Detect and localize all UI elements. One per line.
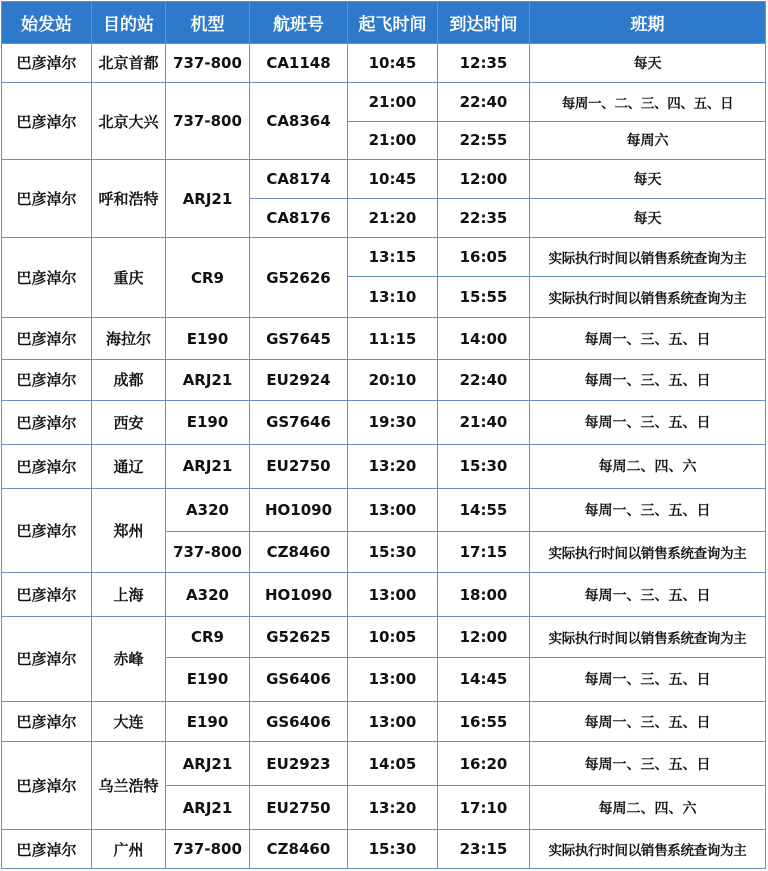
departure-time-cell: 13:20 xyxy=(348,444,438,488)
schedule-cell: 每周一、三、五、日 xyxy=(530,400,766,444)
destination-cell: 成都 xyxy=(92,360,166,401)
origin-cell: 巴彦淖尔 xyxy=(2,160,92,238)
aircraft-cell: E190 xyxy=(166,657,250,701)
aircraft-cell: E190 xyxy=(166,318,250,360)
departure-time-cell: 13:00 xyxy=(348,701,438,742)
flight-number-cell: EU2750 xyxy=(250,786,348,830)
schedule-cell: 实际执行时间以销售系统查询为主 xyxy=(530,532,766,573)
aircraft-cell: A320 xyxy=(166,488,250,532)
header-aircraft: 机型 xyxy=(166,2,250,44)
destination-cell: 赤峰 xyxy=(92,617,166,702)
destination-cell: 大连 xyxy=(92,701,166,742)
schedule-cell: 每周二、四、六 xyxy=(530,444,766,488)
header-destination: 目的站 xyxy=(92,2,166,44)
schedule-cell: 实际执行时间以销售系统查询为主 xyxy=(530,237,766,276)
departure-time-cell: 21:00 xyxy=(348,82,438,121)
table-row xyxy=(2,617,766,658)
schedule-cell: 每天 xyxy=(530,44,766,83)
destination-cell: 海拉尔 xyxy=(92,318,166,360)
aircraft-cell: ARJ21 xyxy=(166,786,250,830)
origin-cell: 巴彦淖尔 xyxy=(2,400,92,444)
flight-number-cell: GS7645 xyxy=(250,318,348,360)
destination-cell: 通辽 xyxy=(92,444,166,488)
departure-time-cell: 21:20 xyxy=(348,199,438,238)
flight-number-cell: CZ8460 xyxy=(250,532,348,573)
flight-schedule-table xyxy=(1,1,766,869)
destination-cell: 广州 xyxy=(92,830,166,869)
departure-time-cell: 13:00 xyxy=(348,488,438,532)
departure-time-cell: 13:00 xyxy=(348,573,438,617)
origin-cell: 巴彦淖尔 xyxy=(2,444,92,488)
arrival-time-cell: 15:55 xyxy=(438,276,530,318)
schedule-cell: 每周六 xyxy=(530,121,766,160)
flight-number-cell: GS6406 xyxy=(250,701,348,742)
destination-cell: 北京大兴 xyxy=(92,82,166,160)
schedule-cell: 每天 xyxy=(530,199,766,238)
arrival-time-cell: 22:40 xyxy=(438,360,530,401)
schedule-cell: 每周一、三、五、日 xyxy=(530,742,766,786)
table-body xyxy=(2,44,766,869)
table-row xyxy=(2,701,766,742)
arrival-time-cell: 16:05 xyxy=(438,237,530,276)
destination-cell: 乌兰浩特 xyxy=(92,742,166,830)
table-header xyxy=(2,2,766,44)
arrival-time-cell: 23:15 xyxy=(438,830,530,869)
schedule-cell: 每周一、三、五、日 xyxy=(530,657,766,701)
departure-time-cell: 19:30 xyxy=(348,400,438,444)
aircraft-cell: ARJ21 xyxy=(166,444,250,488)
aircraft-cell: ARJ21 xyxy=(166,160,250,238)
arrival-time-cell: 14:45 xyxy=(438,657,530,701)
departure-time-cell: 11:15 xyxy=(348,318,438,360)
origin-cell: 巴彦淖尔 xyxy=(2,617,92,702)
departure-time-cell: 21:00 xyxy=(348,121,438,160)
origin-cell: 巴彦淖尔 xyxy=(2,830,92,869)
destination-cell: 重庆 xyxy=(92,237,166,318)
aircraft-cell: E190 xyxy=(166,701,250,742)
schedule-cell: 实际执行时间以销售系统查询为主 xyxy=(530,830,766,869)
flight-number-cell: HO1090 xyxy=(250,488,348,532)
arrival-time-cell: 14:00 xyxy=(438,318,530,360)
departure-time-cell: 13:15 xyxy=(348,237,438,276)
table-row xyxy=(2,318,766,360)
arrival-time-cell: 12:00 xyxy=(438,617,530,658)
aircraft-cell: CR9 xyxy=(166,237,250,318)
aircraft-cell: A320 xyxy=(166,573,250,617)
arrival-time-cell: 14:55 xyxy=(438,488,530,532)
schedule-cell: 每周一、三、五、日 xyxy=(530,701,766,742)
origin-cell: 巴彦淖尔 xyxy=(2,488,92,573)
header-departure-time: 起飞时间 xyxy=(348,2,438,44)
schedule-cell: 每天 xyxy=(530,160,766,199)
schedule-cell: 每周一、二、三、四、五、日 xyxy=(530,82,766,121)
aircraft-cell: ARJ21 xyxy=(166,360,250,401)
table-row xyxy=(2,488,766,532)
destination-cell: 西安 xyxy=(92,400,166,444)
schedule-cell: 实际执行时间以销售系统查询为主 xyxy=(530,617,766,658)
departure-time-cell: 15:30 xyxy=(348,532,438,573)
aircraft-cell: 737-800 xyxy=(166,44,250,83)
flight-number-cell: CA8364 xyxy=(250,82,348,160)
departure-time-cell: 15:30 xyxy=(348,830,438,869)
aircraft-cell: ARJ21 xyxy=(166,742,250,786)
arrival-time-cell: 18:00 xyxy=(438,573,530,617)
origin-cell: 巴彦淖尔 xyxy=(2,701,92,742)
header-arrival-time: 到达时间 xyxy=(438,2,530,44)
table-row xyxy=(2,360,766,401)
origin-cell: 巴彦淖尔 xyxy=(2,360,92,401)
arrival-time-cell: 22:55 xyxy=(438,121,530,160)
header-row xyxy=(2,2,766,44)
flight-number-cell: CA1148 xyxy=(250,44,348,83)
flight-number-cell: HO1090 xyxy=(250,573,348,617)
aircraft-cell: 737-800 xyxy=(166,830,250,869)
flight-number-cell: EU2924 xyxy=(250,360,348,401)
table-row xyxy=(2,160,766,199)
table-row xyxy=(2,82,766,121)
aircraft-cell: 737-800 xyxy=(166,82,250,160)
destination-cell: 北京首都 xyxy=(92,44,166,83)
departure-time-cell: 13:00 xyxy=(348,657,438,701)
origin-cell: 巴彦淖尔 xyxy=(2,82,92,160)
table-row xyxy=(2,573,766,617)
schedule-cell: 每周一、三、五、日 xyxy=(530,318,766,360)
header-schedule: 班期 xyxy=(530,2,766,44)
origin-cell: 巴彦淖尔 xyxy=(2,44,92,83)
flight-number-cell: EU2923 xyxy=(250,742,348,786)
table-row xyxy=(2,237,766,276)
aircraft-cell: CR9 xyxy=(166,617,250,658)
arrival-time-cell: 12:00 xyxy=(438,160,530,199)
header-origin: 始发站 xyxy=(2,2,92,44)
table-row xyxy=(2,742,766,786)
schedule-cell: 每周一、三、五、日 xyxy=(530,573,766,617)
arrival-time-cell: 12:35 xyxy=(438,44,530,83)
flight-number-cell: G52626 xyxy=(250,237,348,318)
flight-number-cell: CA8176 xyxy=(250,199,348,238)
departure-time-cell: 10:45 xyxy=(348,160,438,199)
table-row xyxy=(2,400,766,444)
flight-number-cell: EU2750 xyxy=(250,444,348,488)
departure-time-cell: 14:05 xyxy=(348,742,438,786)
arrival-time-cell: 22:40 xyxy=(438,82,530,121)
departure-time-cell: 10:05 xyxy=(348,617,438,658)
departure-time-cell: 13:10 xyxy=(348,276,438,318)
flight-number-cell: CZ8460 xyxy=(250,830,348,869)
departure-time-cell: 13:20 xyxy=(348,786,438,830)
departure-time-cell: 20:10 xyxy=(348,360,438,401)
arrival-time-cell: 16:20 xyxy=(438,742,530,786)
arrival-time-cell: 17:15 xyxy=(438,532,530,573)
table-row xyxy=(2,830,766,869)
header-flight-number: 航班号 xyxy=(250,2,348,44)
departure-time-cell: 10:45 xyxy=(348,44,438,83)
origin-cell: 巴彦淖尔 xyxy=(2,573,92,617)
schedule-cell: 实际执行时间以销售系统查询为主 xyxy=(530,276,766,318)
destination-cell: 郑州 xyxy=(92,488,166,573)
schedule-cell: 每周一、三、五、日 xyxy=(530,360,766,401)
destination-cell: 呼和浩特 xyxy=(92,160,166,238)
aircraft-cell: 737-800 xyxy=(166,532,250,573)
arrival-time-cell: 22:35 xyxy=(438,199,530,238)
arrival-time-cell: 17:10 xyxy=(438,786,530,830)
destination-cell: 上海 xyxy=(92,573,166,617)
aircraft-cell: E190 xyxy=(166,400,250,444)
arrival-time-cell: 15:30 xyxy=(438,444,530,488)
flight-number-cell: G52625 xyxy=(250,617,348,658)
schedule-cell: 每周一、三、五、日 xyxy=(530,488,766,532)
table-row xyxy=(2,44,766,83)
flight-number-cell: CA8174 xyxy=(250,160,348,199)
flight-number-cell: GS7646 xyxy=(250,400,348,444)
origin-cell: 巴彦淖尔 xyxy=(2,237,92,318)
arrival-time-cell: 21:40 xyxy=(438,400,530,444)
arrival-time-cell: 16:55 xyxy=(438,701,530,742)
origin-cell: 巴彦淖尔 xyxy=(2,742,92,830)
table-row xyxy=(2,444,766,488)
flight-number-cell: GS6406 xyxy=(250,657,348,701)
schedule-cell: 每周二、四、六 xyxy=(530,786,766,830)
origin-cell: 巴彦淖尔 xyxy=(2,318,92,360)
